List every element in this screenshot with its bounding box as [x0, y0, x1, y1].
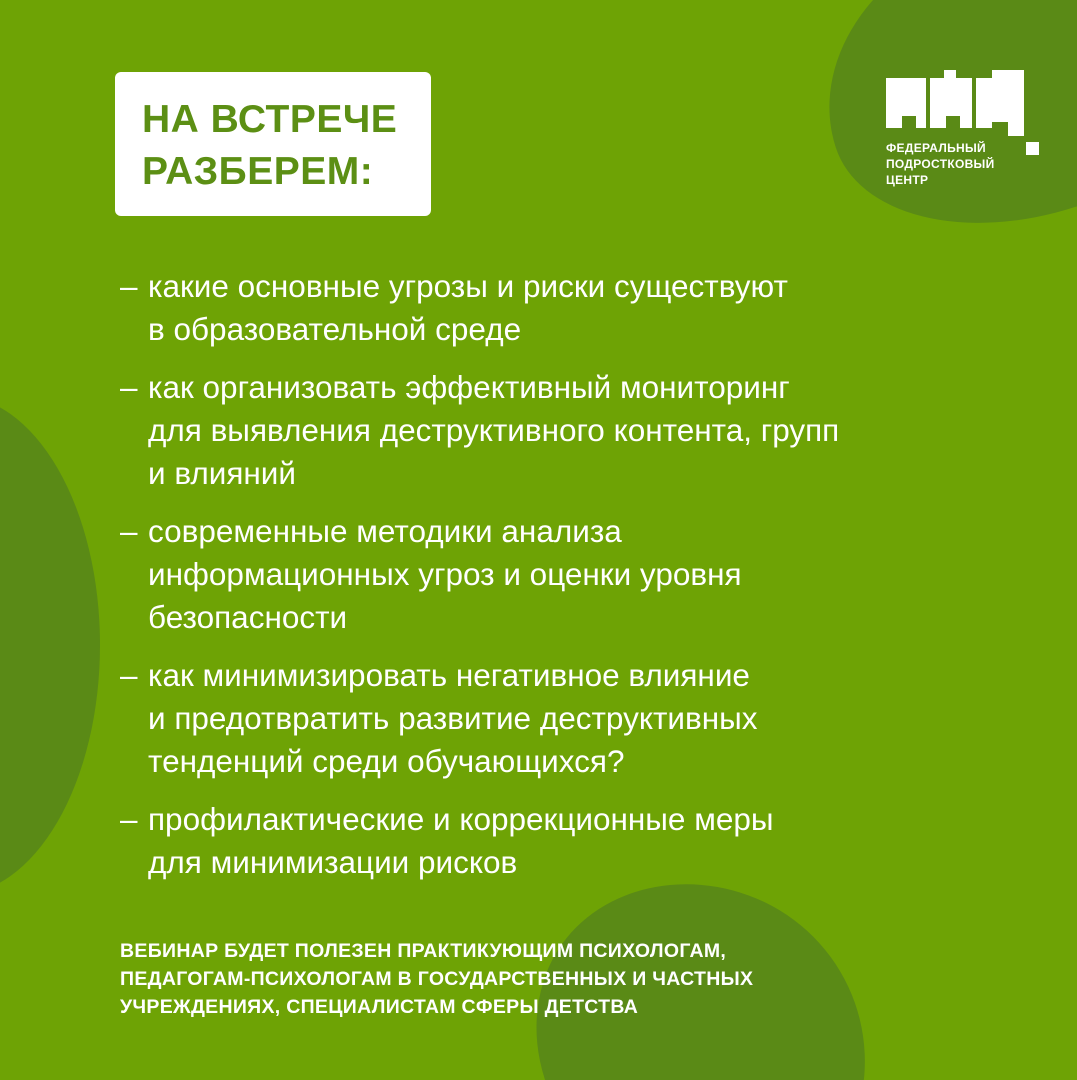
list-item	[120, 798, 1060, 884]
list-item-text: как организовать эффективный мониторинг	[148, 369, 790, 405]
audience-note	[120, 937, 1020, 1021]
logo-line-2: ПОДРОСТКОВЫЙ	[886, 157, 995, 171]
headline-line-1: НА ВСТРЕЧЕ	[142, 98, 398, 141]
list-item	[120, 265, 1060, 351]
topics-list	[120, 265, 1060, 899]
list-item	[120, 510, 1060, 639]
list-item-text: как минимизировать негативное влияние	[148, 657, 750, 693]
bullet-dash: –	[120, 513, 138, 549]
audience-note-line-2: ПЕДАГОГАМ-ПСИХОЛОГАМ В ГОСУДАРСТВЕННЫХ И ЧАСТНЫХ	[120, 968, 754, 990]
list-item-text: современные методики анализа	[148, 513, 622, 549]
list-item-text: безопасности	[148, 599, 348, 635]
audience-note-line-3: УЧРЕЖДЕНИЯХ, СПЕЦИАЛИСТАМ СФЕРЫ ДЕТСТВА	[120, 996, 639, 1018]
list-item	[120, 654, 1060, 783]
logo-line-3: ЦЕНТР	[886, 173, 929, 187]
audience-note-line-1: ВЕБИНАР БУДЕТ ПОЛЕЗЕН ПРАКТИКУЮЩИМ ПСИХОЛОГАМ,	[120, 940, 727, 962]
list-item-text: и влияний	[148, 455, 296, 491]
list-item-text: для минимизации рисков	[148, 844, 518, 880]
headline-line-2: РАЗБЕРЕМ:	[142, 150, 374, 193]
bullet-dash: –	[120, 369, 138, 405]
bullet-dash: –	[120, 268, 138, 304]
list-item-text: тенденций среди обучающихся?	[148, 743, 625, 779]
list-item-text: для выявления деструктивного контента, групп	[148, 412, 840, 448]
headline	[142, 94, 422, 198]
list-item	[120, 366, 1060, 495]
logo-line-1: ФЕДЕРАЛЬНЫЙ	[886, 141, 986, 155]
list-item-text: информационных угроз и оценки уровня	[148, 556, 742, 592]
bullet-dash: –	[120, 657, 138, 693]
list-item-text: профилактические и коррекционные меры	[148, 801, 774, 837]
list-item-text: какие основные угрозы и риски существуют	[148, 268, 788, 304]
list-item-text: и предотвратить развитие деструктивных	[148, 700, 758, 736]
list-item-text: в образовательной среде	[148, 311, 522, 347]
logo-text	[886, 140, 995, 188]
decorative-blob-left	[0, 395, 100, 895]
bullet-dash: –	[120, 801, 138, 837]
